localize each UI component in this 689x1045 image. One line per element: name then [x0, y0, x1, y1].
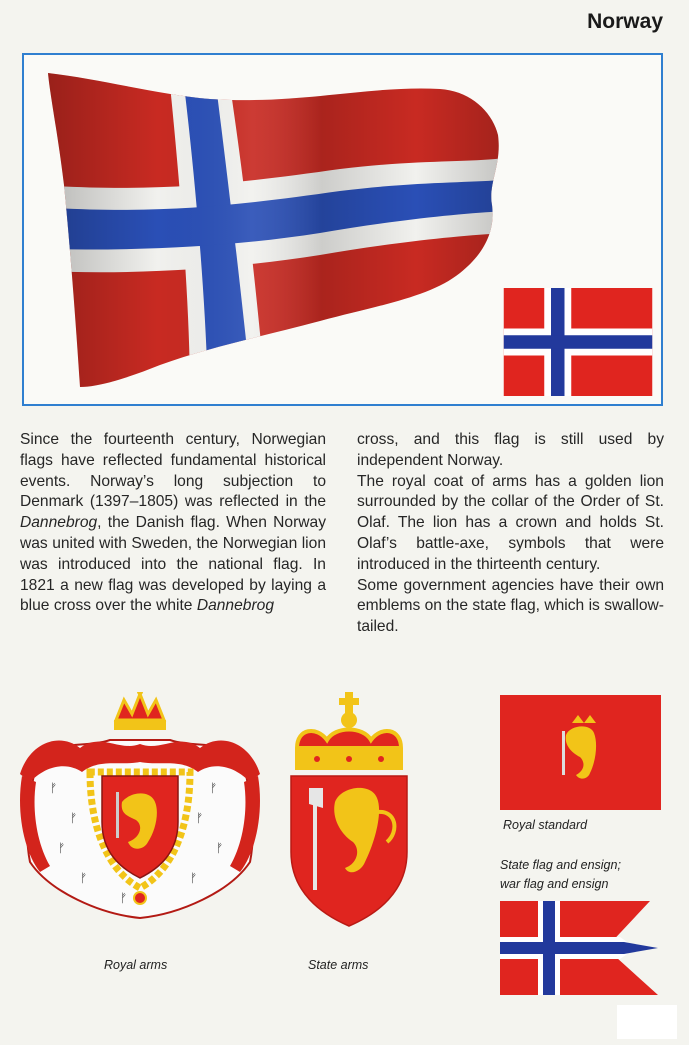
emphasis-dannebrog: Dannebrog	[196, 597, 274, 615]
page-title: Norway	[587, 10, 663, 33]
norway-flag-icon	[503, 288, 653, 396]
paragraph-continuation: cross, and this flag is still used by independent Norway.	[357, 431, 664, 469]
paragraph-coat-of-arms: The royal coat of arms has a golden lion surrounded by the collar of the Order of St. Olaf. The lion has a crown and holds St. Olaf’s battle-axe, symbols that were introduced in the thirteenth century.	[357, 472, 664, 573]
svg-text:ᚠ: ᚠ	[190, 871, 198, 885]
svg-text:ᚠ: ᚠ	[80, 871, 88, 885]
waving-norway-flag-icon	[40, 65, 510, 395]
caption-state-arms: State arms	[308, 958, 369, 972]
svg-text:ᚠ: ᚠ	[58, 841, 66, 855]
caption-royal-arms: Royal arms	[104, 958, 168, 972]
svg-text:ᚠ: ᚠ	[216, 841, 224, 855]
state-coat-of-arms-icon	[287, 692, 411, 928]
royal-coat-of-arms-icon	[20, 692, 260, 922]
svg-text:ᚠ: ᚠ	[50, 781, 58, 795]
paragraph-state-flag: Some government agencies have their own emblems on the state flag, which is swallow-tailed.	[357, 576, 664, 636]
blank-patch	[617, 1005, 677, 1039]
paragraph-history	[20, 430, 326, 617]
svg-text:ᚠ: ᚠ	[196, 811, 204, 825]
flag-illustration-frame	[22, 53, 663, 406]
text-segment: Since the fourteenth century, Norwegian flags have reflected fundamental historical events. Norway’s long subjection to Denmark (1397–1805) was reflected in the	[20, 431, 326, 511]
svg-text:ᚠ: ᚠ	[120, 891, 128, 905]
swallow-tailed-state-flag-icon	[500, 901, 658, 995]
caption-state-flag: State flag and ensign; war flag and ensign	[500, 858, 621, 891]
svg-text:ᚠ: ᚠ	[210, 781, 218, 795]
svg-text:ᚠ: ᚠ	[70, 811, 78, 825]
text-segment: , the Danish flag. When Norway was united with Sweden, the Norwegian lion was introduced into the national flag. In 1821 a new flag was developed by laying a blue cross over the white	[20, 514, 326, 615]
royal-standard-flag-icon	[500, 695, 661, 810]
caption-royal-standard: Royal standard	[503, 818, 588, 832]
body-text-left-column	[20, 430, 326, 617]
body-text-right-column	[357, 430, 664, 638]
emphasis-dannebrog: Dannebrog	[20, 514, 98, 532]
